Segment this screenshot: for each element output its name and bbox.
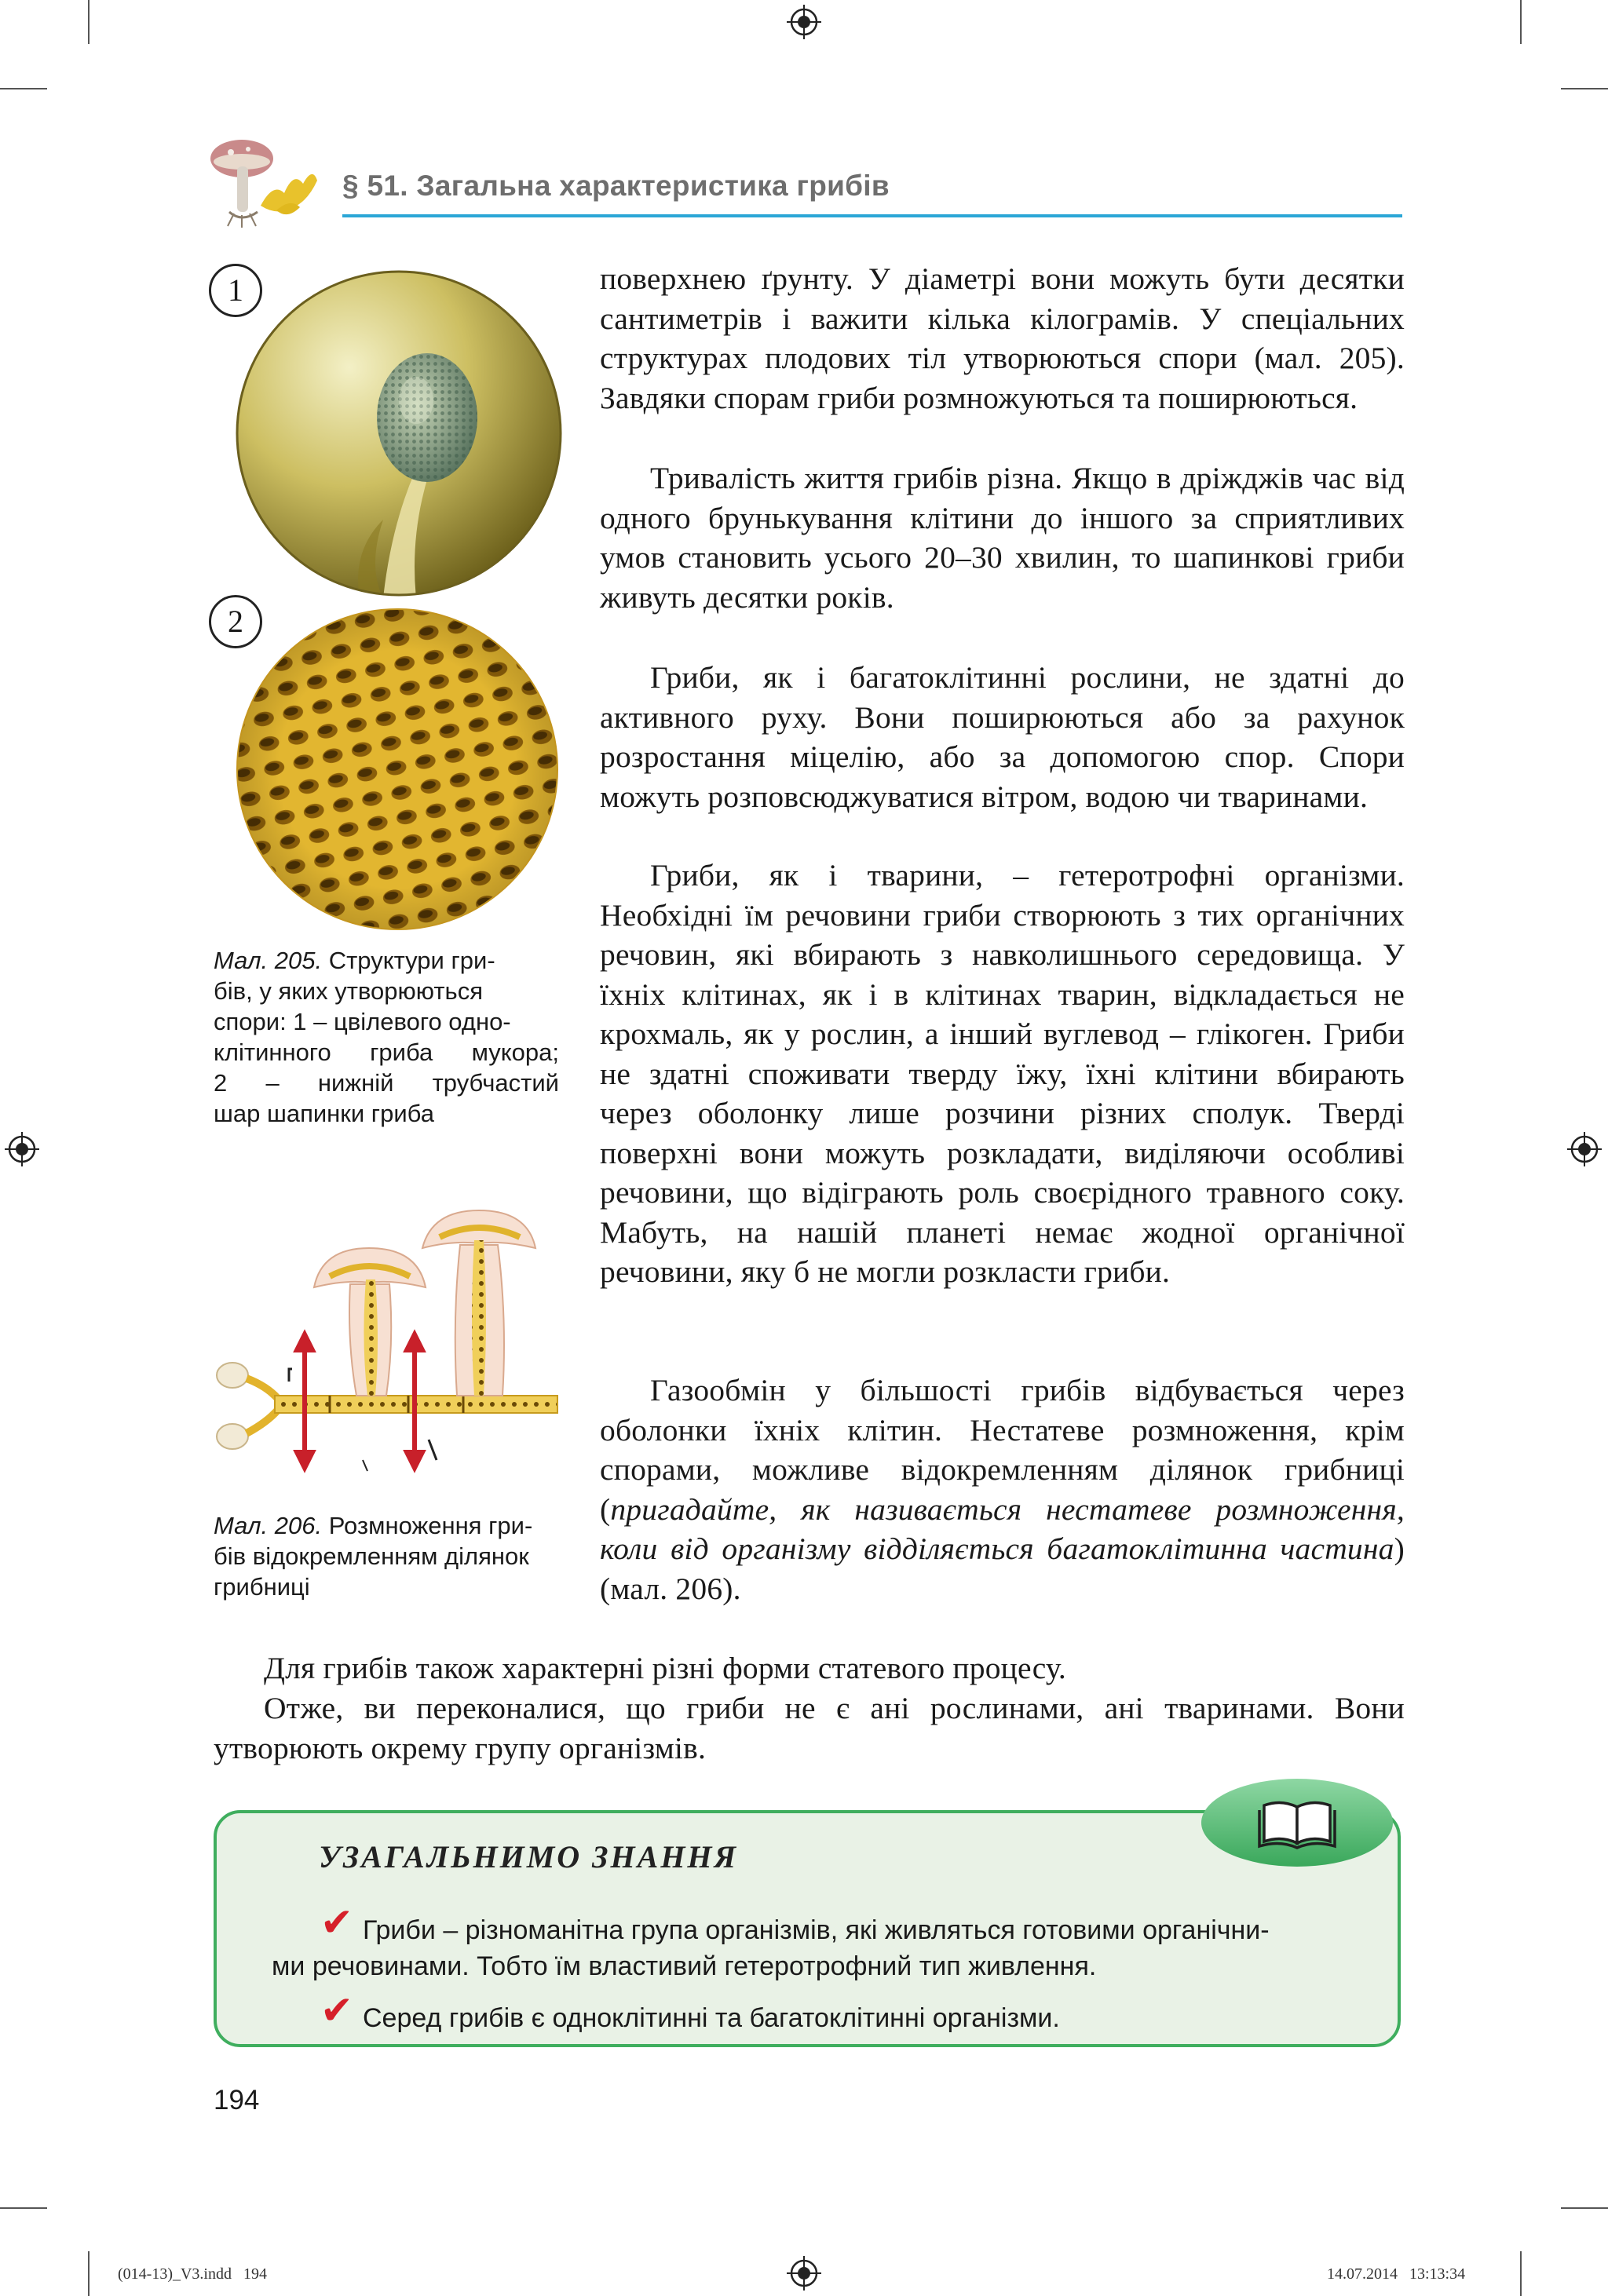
paragraph-text: Гриби, як і багатоклітинні рослини, не здатні до активного руху. Вони поширюються або за рахунок розростання міцелію, або за допомогою спор. Спори можуть розповсюджуватися вітром, водою чи тваринами. bbox=[600, 660, 1405, 814]
caption-line bbox=[214, 1510, 567, 1541]
paragraph bbox=[600, 458, 1405, 617]
paragraph-text: ) (мал. 206). bbox=[600, 1531, 1405, 1606]
paragraph bbox=[600, 259, 1405, 418]
trim-mark bbox=[1561, 88, 1608, 89]
caption-label: Мал. 205. bbox=[214, 947, 323, 974]
header-rule bbox=[342, 214, 1402, 217]
paragraph-text: Гриби, як і тварини, – гетеротрофні організми. Необхідні їм речовини гриби створюють з тих органічних речовин, які вбирають з навколишнього середовища. У їхніх клітинах, як і в клітинах тварин, відкладається не крохмаль, як у рослин, а інший вуглевод – глікоген. Гриби не здатні споживати тверду їжу, їхні клітини вбирають через оболонку лише розчини різних сполук. Тверді поверхні вони можуть розкладати, виділяючи особливі речовини, що відіграють роль своєрідного травного соку. Мабуть, на нашій планеті немає жодної органічної речовини, яку б не могли розкласти гриби. bbox=[600, 858, 1405, 1289]
paragraph-text: Газообмін у більшості грибів відбувається через оболонки їхніх клітин. Нестатеве розмноження, крім спорами, можливе відокремленням ділянок грибниці ( bbox=[600, 1373, 1405, 1527]
caption-line: шар шапинки гриба bbox=[214, 1100, 434, 1127]
paragraph bbox=[600, 658, 1405, 816]
trim-mark bbox=[0, 88, 47, 89]
paragraph-text: Отже, ви переконалися, що гриби не є ані рослинами, ані тваринами. Вони утворюють окрему групу організмів. bbox=[214, 1691, 1405, 1765]
caption-line: спори: 1 – цвілевого одно- bbox=[214, 1008, 511, 1035]
summary-title: УЗАГАЛЬНИМО ЗНАННЯ bbox=[319, 1839, 739, 1874]
caption-text: Розмноження гри- bbox=[322, 1512, 533, 1539]
hyphae-fragmentation-diagram bbox=[212, 1201, 565, 1484]
paragraph-text: Тривалість життя грибів різна. Якщо в дріжджів час від одного брунькування клітини до іншого за сприятливих умов становить усього 20–30 хвилин, то шапинкові гриби живуть десятки років. bbox=[600, 461, 1405, 615]
trim-mark bbox=[1520, 0, 1522, 44]
caption-line: бів відокремленням ділянок bbox=[214, 1542, 529, 1570]
mushroom-tubular-layer-image bbox=[232, 604, 562, 934]
figure-205-caption bbox=[214, 945, 559, 1129]
registration-mark-icon bbox=[5, 1132, 39, 1166]
caption-line: бів, у яких утворюються bbox=[214, 977, 483, 1005]
caption-text: Структури гри- bbox=[322, 947, 495, 974]
paragraph bbox=[600, 856, 1405, 1292]
book-icon bbox=[1200, 1776, 1394, 1870]
caption-label: Мал. 206. bbox=[214, 1512, 323, 1539]
registration-mark-icon bbox=[1567, 1132, 1602, 1166]
trim-mark bbox=[0, 2207, 47, 2209]
caption-line bbox=[214, 945, 559, 976]
figure-206-caption bbox=[214, 1510, 567, 1602]
checkmark-icon: ✔ bbox=[320, 1988, 353, 2033]
figure-number-badge: 1 bbox=[209, 264, 262, 317]
page-number: 194 bbox=[214, 2085, 260, 2115]
paragraph bbox=[600, 1371, 1405, 1608]
registration-mark-icon bbox=[787, 5, 821, 39]
print-slug-file: (014-13)_V3.indd 194 bbox=[118, 2265, 267, 2283]
checkmark-icon: ✔ bbox=[320, 1900, 353, 1945]
figure-number-badge: 2 bbox=[209, 595, 262, 648]
paragraph-text: поверхнею ґрунту. У діаметрі вони можуть бути десятки сантиметрів і важити кілька кілограмів. У спеціальних структурах плодових тіл утворюються спори (мал. 205). Завдяки спорам гриби розмножуються та поширюються. bbox=[600, 261, 1405, 415]
paragraph bbox=[214, 1648, 1405, 1688]
paragraph bbox=[214, 1688, 1405, 1768]
mucor-sporangium-image bbox=[234, 268, 564, 598]
caption-line: 2 – нижній трубчастий bbox=[214, 1069, 559, 1097]
summary-item-text: Серед грибів є одноклітинні та багатоклітинні організми. bbox=[363, 2003, 1060, 2033]
summary-item-text: ми речовинами. Тобто їм властивий гетеротрофний тип живлення. bbox=[272, 1951, 1097, 1981]
caption-line: грибниці bbox=[214, 1573, 310, 1601]
summary-item-text: Гриби – різноманітна група організмів, які живляться готовими органічни- bbox=[363, 1915, 1270, 1945]
print-slug-date: 14.07.2014 13:13:34 bbox=[1327, 2265, 1466, 2283]
mushroom-header-icon bbox=[206, 135, 320, 229]
trim-mark bbox=[88, 2251, 90, 2296]
registration-mark-icon bbox=[787, 2256, 821, 2291]
paragraph-text: Для грибів також характерні різні форми статевого процесу. bbox=[264, 1651, 1066, 1685]
paragraph-italic-text: пригадайте, як називається нестатеве розмноження, коли від організму відділяється багатоклітинна частина bbox=[600, 1491, 1405, 1566]
caption-line: клітинного гриба мукора; bbox=[214, 1038, 559, 1066]
section-title: § 51. Загальна характеристика грибів bbox=[342, 170, 890, 202]
trim-mark bbox=[88, 0, 90, 44]
trim-mark bbox=[1520, 2251, 1522, 2296]
trim-mark bbox=[1561, 2207, 1608, 2209]
